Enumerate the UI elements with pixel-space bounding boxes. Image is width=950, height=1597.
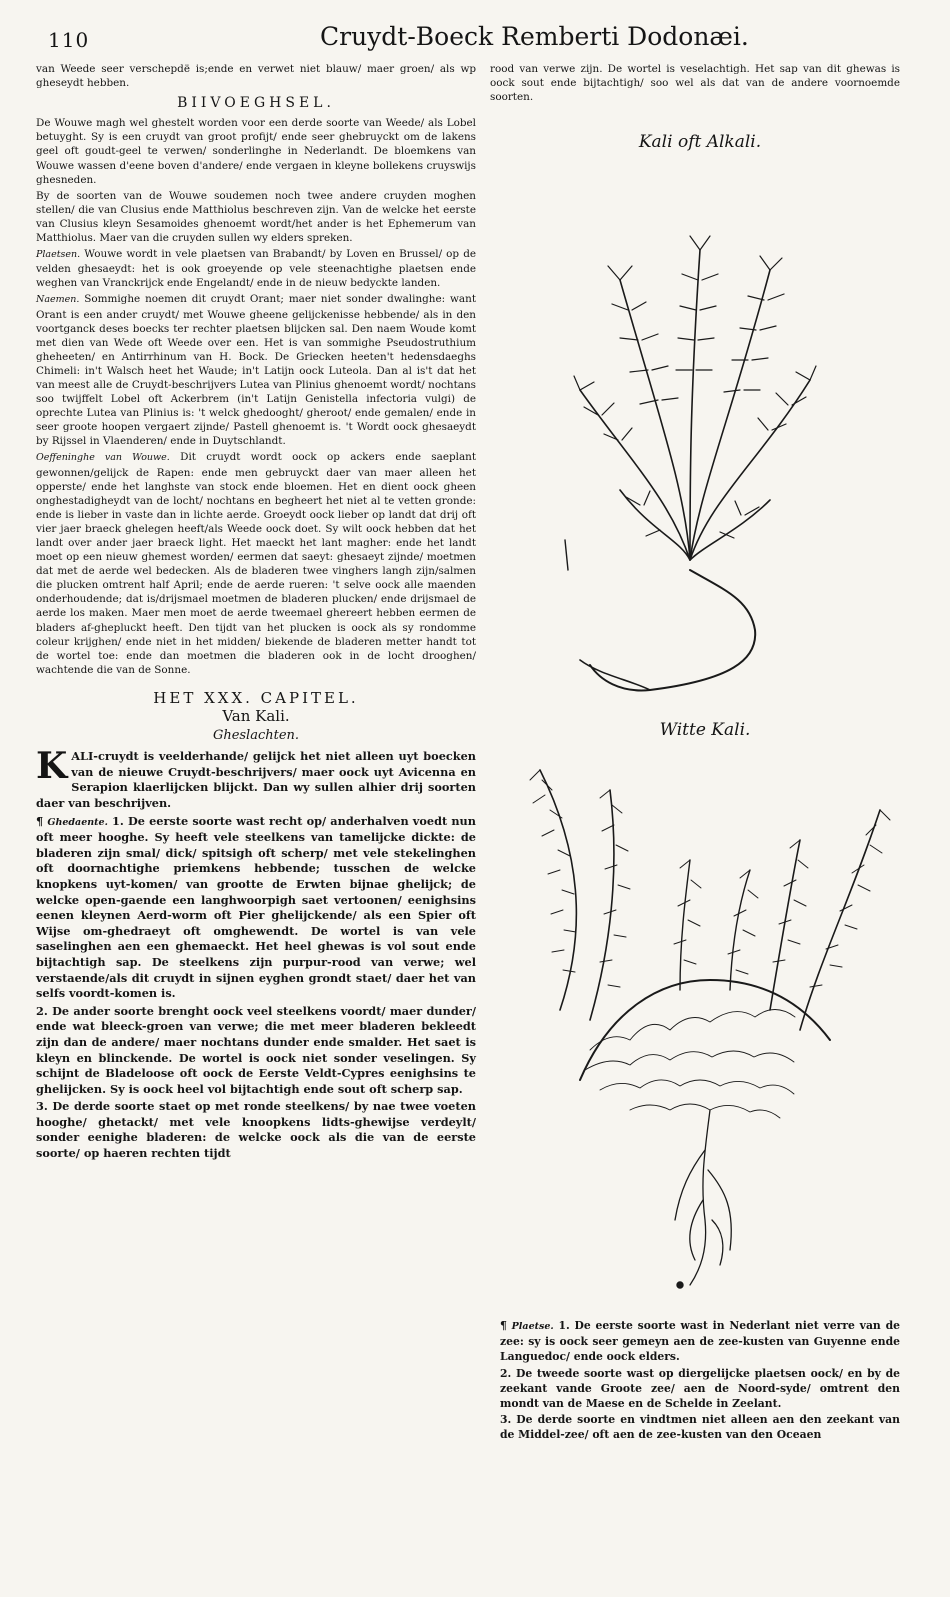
ghedaente-label: Ghedaente. <box>47 816 108 828</box>
oeffening-paragraph <box>36 450 476 677</box>
chapter-subtitle: Van Kali. <box>222 707 290 726</box>
plaetse-paragraph-2: 2. De tweede soorte wast op diergelijcke plaetsen oock/ en by de zeekant vande Groote zee/ aen de Noord-syde/ omtrent den mondt van de Maese en de Schelde in Zeelant. <box>500 1366 900 1411</box>
bijvoegsel-paragraph-2: By de soorten van de Wouwe soudemen noch twee andere cruyden moghen stellen/ die van Clusius ende Matthiolus beschreven zijn. Van de welcke het eerste van Clusius kleyn Sesamoides ghenoemt wordt/het ander is het Ephemerum van Matthiolus. Maer van die cruyden sullen wy elders spreken. <box>36 189 476 245</box>
plaetse-label: Plaetse. <box>511 1321 554 1332</box>
naemen-paragraph <box>36 292 476 448</box>
plaetsen-paragraph <box>36 247 476 290</box>
right-column-bottom <box>500 1318 900 1444</box>
plaetse-paragraph-1 <box>500 1318 900 1365</box>
figure-2-caption: Witte Kali. <box>659 720 751 740</box>
bijvoegsel-paragraph-1: De Wouwe magh wel ghestelt worden voor een derde soorte van Weede/ als Lobel betuyght. Sy is een cruydt van groot profijt/ ende seer ghebruyckt om de lakens geel oft goudt-geel te verwen/ sonderlinghe in Nederlandt. De bloemkens van Wouwe wassen d'eene boven d'andere/ ende vergaen in kleyne bollekens cruyswijs ghesneden. <box>36 117 476 186</box>
kali-woodcut-illustration <box>540 160 840 710</box>
naemen-label: Naemen. <box>36 294 80 306</box>
pilcrow-icon: ¶ <box>36 813 44 828</box>
plaetse-paragraph-1-text: 1. De eerste soorte wast in Nederlant niet verre van de zee: sy is oock seer gemeyn aen de zee-kusten van Guyenne ende Languedoc/ ende oock elders. <box>500 1319 900 1364</box>
left-column <box>36 62 476 1164</box>
kali-paragraph-2: 2. De ander soorte brenght oock veel steelkens voordt/ maer dunder/ ende wat bleeck-groen van verwe; die met meer bladeren bekleedt zijn dan de andere/ maer nochtans dunder ende smalder. Het saet is kleyn en blinckende. De wortel is oock niet sonder veselingen. Sy schijnt de Bladeloose oft oock de Eerste Veldt-Cypres eenighsins te ghelijcken. Sy is oock heel vol bijtachtigh ende sout oft scherp sap. <box>36 1003 476 1096</box>
chapter-subsection: Gheslachten. <box>212 728 300 744</box>
figure-1-caption: Kali oft Alkali. <box>638 132 762 152</box>
page-header <box>40 22 920 62</box>
oeffening-label: Oeffeninghe van Wouwe. <box>36 452 170 464</box>
kali-paragraph-1 <box>36 814 476 1002</box>
chapter-title: HET XXX. CAPITEL. <box>153 688 359 707</box>
opening-text: van Weede seer verschepdë is;ende en verwet niet blauw/ maer groen/ als wp gheseydt hebben. <box>36 63 476 90</box>
pilcrow-icon: ¶ <box>500 1319 507 1332</box>
kali-intro-text: ALI-cruydt is veelderhande/ gelijck het niet alleen uyt boecken van de nieuwe Cruydt-beschrijvers/ maer oock uyt Avicenna en Serapion klaerlijcken blijckt. Dan wy sullen alhier drij soorten daer van beschrijven. <box>36 749 476 810</box>
oeffening-text: Dit cruydt wordt oock op ackers ende saeplant gewonnen/gelijck de Rapen: ende men gebruyckt daer van maer alleen het opperste/ ende het langhste van stock ende bloemen. Het en dient oock gheen onghestadigheydt van de locht/ nochtans en begheert het niet al te vetten gronde: ende is lieber in vaste dan in lichte aerde. Groeydt oock lieber op landt dat drij oft vier jaer braeck ghelegen heeft/als Weede oock doet. Sy wilt oock hebben dat het landt over ander jaer braeck light. Het maeckt het lant magher: ende het landt moet op een nieuw ghemest worden/ eermen dat saeyt: ghesaeyt zijnde/ moetmen dat met de aerde wel bedecken. Als de bladeren twee vinghers langh zijn/salmen die plucken omtrent half April; ende de aerde rueren: 't selve oock alle maenden onderhoudende; dat is/drijsmael moetmen de bladeren plucken/ ende drijsmael de aerde los maken. Maer men moet de aerde tweemael ghereert hebben eermen de bladers af-ghepluckt heeft. Den tijdt van het plucken is oock als sy rondomme coleur krijghen/ ende niet in het midden/ biekende de bladeren metter handt tot de wortel toe: ende dan moetmen die bladeren ook in de locht drooghen/ wachtende die van de Sonne. <box>36 451 477 676</box>
kali-intro-paragraph <box>36 745 476 811</box>
kali-plant-drawing <box>540 160 840 710</box>
running-title: Cruydt-Boeck Remberti Dodonæi. <box>320 22 749 51</box>
kali-paragraph-1-text: 1. De eerste soorte wast recht op/ anderhalven voedt nun oft meer hooghe. Sy heeft vele steelkens van tamelijcke dickte: de bladeren zijn smal/ dick/ spitsigh oft scherp/ met vele stekelinghen oft doornachtighe priemkens hebbende; tusschen de welcke knopkens uyt-komen/ van grootte de Erwten bijnae ghelijck; de welcke open-gaende een langhwoorpigh saet vertoonen/ eenighsins eenen kleynen Aerd-worm oft Pier ghelijckende/ als een Spier oft Wijse om-ghedraeyt oft omghewendt. De wortel is van vele saselinghen aen een ghemaeckt. Het heel ghewas is vol sout ende bijtachtigh sap. De steelkens zijn purpur-rood van verwe; wel verstaende/als dit cruydt in sijnen eyghen grondt staet/ daer het van selfs voordt-komen is. <box>36 813 476 1001</box>
drop-cap: K <box>36 745 68 788</box>
witte-kali-woodcut-illustration <box>500 750 900 1290</box>
plaetsen-label: Plaetsen. <box>36 249 81 261</box>
plaetse-paragraph-3: 3. De derde soorte en vindtmen niet alleen aen den zeekant van de Middel-zee/ oft aen de zee-kusten van den Oceaen <box>500 1413 900 1442</box>
kali-paragraph-3: 3. De derde soorte staet op met ronde steelkens/ by nae twee voeten hooghe/ ghetackt/ met vele knoopkens lidts-ghewijse verdeylt/ sonder eenighe bladeren: de welcke oock als die van de eerste soorte/ op haeren rechten tijdt <box>36 1099 476 1161</box>
witte-kali-plant-drawing <box>500 750 900 1290</box>
plaetsen-text: Wouwe wordt in vele plaetsen van Brabandt/ by Loven en Brussel/ op de velden ghesaeydt: het is ook groeyende op vele steenachtighe plaetsen ende weghen van Vranckrijck ende Engelandt/ ende in de nieuw bedyckte landen. <box>36 248 476 290</box>
bijvoegsel-heading: BIIVOEGHSEL. <box>177 95 335 112</box>
naemen-text: Sommighe noemen dit cruydt Orant; maer niet sonder dwalinghe: want Orant is een ander cruydt/ met Wouwe gheene gelijckenisse hebbende/ als in den voortganck deses boecks ter rechter plaetsen blijcken sal. Den naem Woude komt met dien van Wede oft Weede over een. Het is van sommighe Pseudostruthium gheheeten/ en Antirrhinum van H. Bock. De Griecken heeten't hedensdaeghs Chimeli: in't Walsch heet het Waude; in't Latijn oock Luteola. Dan al is't dat het van meest alle de Cruydt-beschrijvers Lutea van Plinius ghenoemt wordt/ nochtans soo twijffelt Lobel oft Ackerbrem (in't Latijn Genistella infectoria vulgi) de oprechte Lutea van Plinius is: 't welck ghedooght/ gheroot/ ende gemalen/ ende in seer groote hoopen vergaert zijnde/ Pastell ghenoemt is. 't Wordt oock ghesaeydt by Rijssel in Vlaenderen/ ende in Duytschlandt. <box>36 293 476 448</box>
page-number: 110 <box>48 28 90 52</box>
right-continuation-text: rood van verwe zijn. De wortel is veselachtigh. Het sap van dit ghewas is oock sout ende bijtachtigh/ soo wel als dat van de andere voornoemde soorten. <box>490 63 900 104</box>
right-column-top <box>490 62 900 106</box>
kali-body <box>36 745 476 1161</box>
